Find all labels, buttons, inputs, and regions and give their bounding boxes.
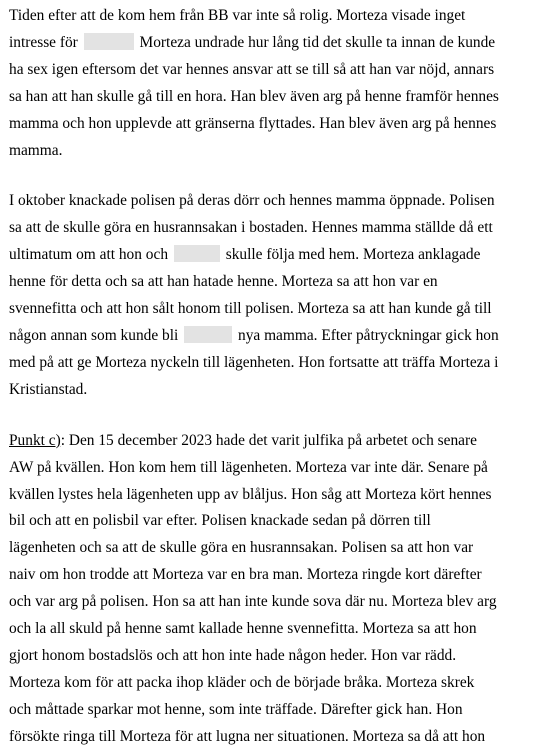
text-segment: ultimatum om att hon och [9,246,169,264]
text-line [9,724,535,751]
text-segment: Tiden efter att de kom hem från BB var inte så rolig. Morteza visade inget [9,7,466,24]
redacted-name [174,245,220,262]
text-segment: svennefitta och att hon sålt honom till polisen. Morteza sa att han kunde gå till [9,300,492,318]
text-line [9,215,535,242]
text-segment: henne för detta och sa att han hatade henne. Morteza sa att hon var en [9,273,438,291]
paragraph [9,428,535,751]
text-segment: ha sex igen eftersom det var hennes ansvar att se till så att han var nöjd, annars [9,60,495,78]
text-line [9,697,535,724]
paragraph [9,188,535,403]
text-segment: : Den 15 december 2023 hade det varit julfika på arbetet och senare [60,431,477,449]
text-segment: mamma. [9,141,63,159]
text-line [9,30,535,57]
text-line [9,269,535,296]
redacted-name [84,33,134,50]
text-segment: kvällen lystes hela lägenheten upp av blåljus. Hon såg att Morteza kört hennes [9,485,492,503]
text-segment: och var arg på polisen. Hon sa att han inte kunde sova där nu. Morteza blev arg [9,593,497,611]
text-segment: och la all skuld på henne samt kallade henne svennefitta. Morteza sa att hon [9,620,477,638]
text-segment: med på att ge Morteza nyckeln till lägenheten. Hon fortsatte att träffa Morteza i [9,353,499,371]
paragraph [9,3,535,164]
text-segment: Morteza kom för att packa ihop kläder och de började bråka. Morteza skrek [9,673,475,691]
text-segment: och måttade sparkar mot henne, som inte träffade. Därefter gick han. Hon [9,700,463,718]
text-line [9,57,535,84]
text-line [9,589,535,616]
text-line [9,138,535,165]
text-line [9,670,535,697]
text-line [9,535,535,562]
redacted-name [184,326,232,343]
text-segment: sa han att han skulle gå till en hora. Han blev även arg på henne framför hennes [9,87,499,105]
text-line [9,455,535,482]
text-segment: mamma och hon upplevde att gränserna flyttades. Han blev även arg på hennes [9,114,497,132]
text-line [9,242,535,269]
text-segment: I oktober knackade polisen på deras dörr och hennes mamma öppnade. Polisen [9,192,495,210]
text-segment: intresse för [9,33,78,51]
text-line [9,3,535,30]
text-line [9,428,535,455]
text-line [9,296,535,323]
text-segment: nya mamma. Efter påtryckningar gick hon [238,326,499,344]
text-line [9,84,535,111]
text-segment: någon annan som kunde bli [9,326,179,344]
text-segment: Kristianstad. [9,380,88,398]
text-line [9,323,535,350]
text-segment: naiv om hon trodde att Morteza var en bra man. Morteza ringde kort därefter [9,566,482,584]
text-line [9,643,535,670]
text-line [9,482,535,509]
section-heading: Punkt c) [9,431,61,449]
text-line [9,111,535,138]
text-segment: AW på kvällen. Hon kom hem till lägenheten. Morteza var inte där. Senare på [9,458,488,476]
text-segment: gjort honom bostadslös och att hon inte hade någon heder. Hon var rädd. [9,646,457,664]
text-line [9,562,535,589]
text-segment: sa att de skulle göra en husrannsakan i bostaden. Hennes mamma ställde då ett [9,219,493,237]
text-segment: lägenheten och sa att de skulle göra en husrannsakan. Polisen sa att hon var [9,539,474,557]
text-segment: bil och att en polisbil var efter. Polisen knackade sedan på dörren till [9,512,431,530]
text-line [9,616,535,643]
text-line [9,377,535,404]
text-segment: försökte ringa till Morteza för att lugna ner situationen. Morteza sa då att hon [9,727,486,745]
text-line [9,508,535,535]
text-segment: Morteza undrade hur lång tid det skulle ta innan de kunde [139,33,496,51]
text-segment: skulle följa med hem. Morteza anklagade [225,246,481,264]
text-line [9,350,535,377]
text-line [9,188,535,215]
